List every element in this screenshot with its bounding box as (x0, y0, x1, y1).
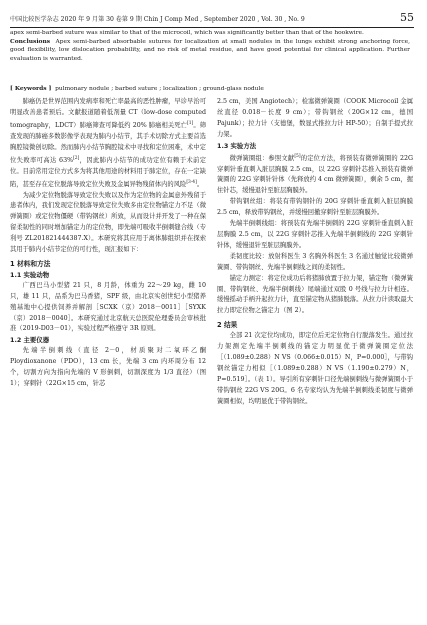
subsection-heading-methods: 1.3 实验方法 (217, 141, 257, 150)
hookwire-group-paragraph: 带钩钢丝组：将装有带钩钢针的 20G 穿刺针垂直刺入脏层胸膜 2.5 cm，释放带钩钢丝，并缓慢回撤穿刺针至脏层胸膜外。 (217, 198, 413, 217)
intro-paragraph-1: 肺癌仍是世界范围内发病率和死亡率最高的恶性肿瘤，早诊早治可明显改善患者预后。文献报道随着低剂量 CT（low-dose computed tomography，LDCT）肺癌筛查可降低约 20% 肺癌相关死亡[1]。筛查发现的肺癌多数影像学表现为肺内小结节，其手术切除方式主要首选胸腔镜微创切除。然而肺内小结节胸腔镜术中寻找和定位困难，术中定位失败率可高达 63%[2]，因此肺内小结节的成功定位有赖于术前定位。目前常用定位方式多为将其他用途的材料用于肺定位，存在一定缺陷，甚至存在定位脱落导致定位失败及金属异物残留体内的风险[3-4]。 (10, 98, 207, 188)
left-column (10, 97, 206, 390)
results-paragraph: 全部 21 次定位均成功，即定位后无定位物自行脱落发生。通过拉力架测定先端半倒刺线的锚定力明显优于微弹簧圈定位法［（1.089±0.288）N VS（0.066±0.015）N，P=0.000］，与带钩钢丝锚定力相似［（1.089±0.288）N VS（1.190±0.279）N，P=0.519］。（表 1）。导引所有穿刺针口径先端倒刺线与微弹簧圈小于带钩钢丝 22G VS 20G。6 名专家均认为先端半倒刺线柔韧度与微弹簧圈相似，均明显优于带钩钢丝。 (217, 332, 413, 405)
keywords-label: [ Keywords ] (10, 85, 52, 92)
right-column (217, 97, 413, 407)
conclusions-label: Conclusions (10, 37, 51, 45)
running-header (10, 12, 414, 24)
journal-citation: 中国比较医学杂志 2020 年 9 月第 30 卷第 9 期 Chin J Comp Med , September 2020 , Vol. 30 , No. 9 (10, 16, 305, 23)
citation-ref: [3-4] (186, 179, 197, 185)
materials-paragraph-cont: 2.5 cm，美国 Angiotech）；检塞微弹簧圈（COOK Microcoil 金属丝直径 0.018－长度 9 cm）；带钩钢丝（20G×12 cm，德国 Pajunk）；拉力计（支德堡，数显式推拉力计 HP-50）；自制手提式拉力架。 (217, 98, 413, 138)
subsection-heading-materials: 1.2 主要仪器 (10, 336, 50, 345)
subsection-heading-animals: 1.1 实验动物 (10, 270, 50, 279)
keywords-text: pulmonary nodule ; barbed suture ; localization ; ground-glass nodule (55, 86, 264, 92)
conclusions-text: Apex semi-barbed absorbable sutures for localization at small nodules in the lungs exhibit strong anchoring force, good flexibility, low dislocation probability, and no risk of metal residue, and have good potential for clinical application. Further evaluation is warranted. (10, 38, 410, 63)
animals-paragraph: 广西巴马小型猪 21 只，8 月龄，体重为 22～29 kg，雌 10 只，雄 11 只，品系为巴马香猪，SPF 级，由北京实创世纪小型猪养殖基地中心提供饲养并解剖［SCXK（京）2018－0011］［SYXK（京）2018－0040］。本研究通过北京航天总医院伦理委员会审核批准（2019-D03－01），实验过程严格遵守 3R 原则。 (10, 281, 206, 333)
materials-paragraph: 先端半倒刺线（直径 2－0，材质聚对二氧环乙酮 Ploydioxanone（PDO），13 cm 长，先端 3 cm 内环周分布 12 个，切割方向为指向先端的 V 形倒刺，切割深度为 1/3 直径）（图 1）；穿刺针（22G×15 cm，针芯 (10, 347, 206, 387)
section-heading-methods: 1 材料和方法 (10, 259, 51, 268)
citation-ref: [5] (294, 153, 301, 159)
flexibility-paragraph: 柔韧度比较：放射科医生 3 名胸外科医生 3 名通过触觉比较微弹簧圈、带钩钢丝、先端半倒刺线之间的柔韧性。 (217, 252, 413, 271)
intro-paragraph-2: 为减少定位物脱落导致定位失败以及作为定位物的金属意外残留于患者体内，我们发现定位脱落导致定位失败多由定位物锚定力不足（微弹簧圈）或定位物僵硬（带钩钢丝）所致，从而设计并开发了一种在保留柔韧性的同时增加锚定力的定位物，即先端可吸收半倒刺缝合线（专利号 ZL201821444387.X）。本研究将其应用于离体肺组织并在探索其用于肺内小结节定位的可行性，现汇报如下： (10, 191, 206, 254)
section-heading-results: 2 结果 (217, 321, 238, 330)
citation-ref: [1] (187, 120, 194, 126)
citation-ref: [2] (73, 155, 80, 161)
keywords-line (10, 85, 414, 93)
microcoil-group-paragraph: 微弹簧圈组：参照文献[5]的定位方法，将预装有微弹簧圈的 22G 穿刺针垂直刺入脏层胸膜 2.5 cm，以 22G 穿刺针芯推入预装有微弹簧圈的 22G 穿刺针针体（先释放约 4 cm 微弹簧圈），剩余 5 cm，握住针芯，缓慢退针至脏层胸膜外。 (217, 153, 414, 195)
header-rule (10, 27, 414, 28)
abstract-results-tail: apex semi-barbed suture was similar to that of the microcoil, which was significantly better than that of the hookwire. (10, 30, 364, 36)
page-number: 55 (400, 11, 414, 24)
barbed-suture-group-paragraph: 先端半倒刺线组：将预装有先端半倒刺的 22G 穿刺针垂直刺入脏层胸膜 2.5 cm，以 22G 穿刺针芯推入先端半倒刺线的 22G 穿刺针针体，缓慢退针至脏层胸膜外。 (217, 220, 413, 249)
anchoring-force-paragraph: 锚定力测定：将定位成功后将猪肺放置于拉力架，锚定物（微弹簧圈、带钩钢丝、先端半倒刺线）尾端通过双股 0 号线与拉力计相连。缓慢摇动手柄升起拉力计，直至锚定物从猪肺脱落。从拉力计读取最大拉力即定位物之锚定力（图 2）。 (217, 274, 413, 315)
abstract-conclusions (10, 38, 410, 64)
abstract-block (10, 29, 410, 64)
